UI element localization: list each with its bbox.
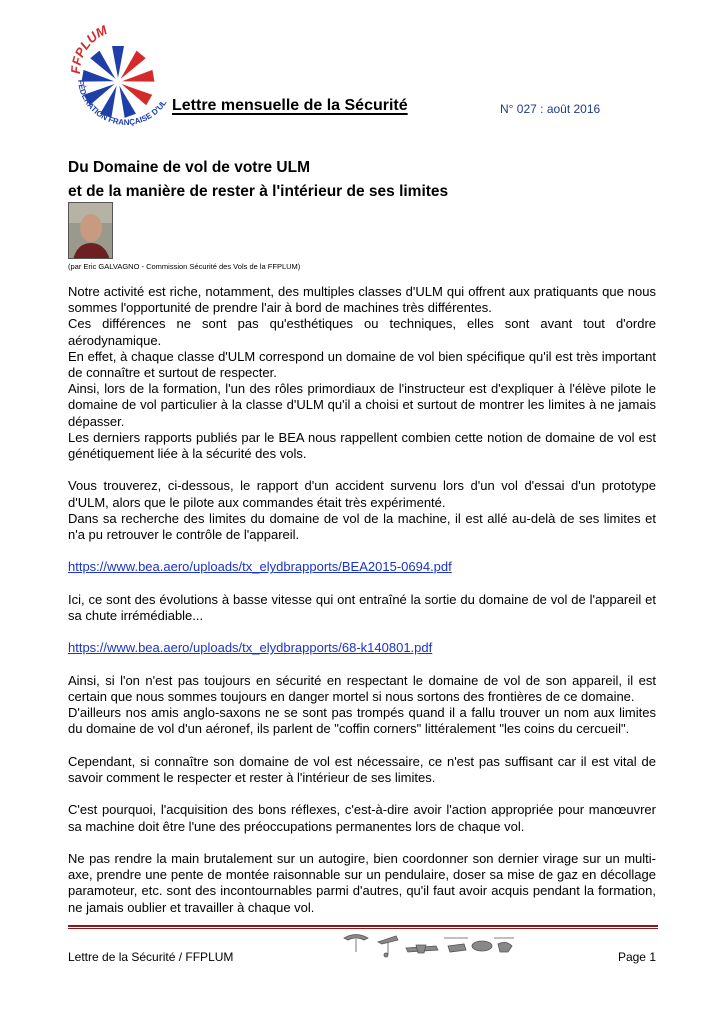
footer-publication: Lettre de la Sécurité / FFPLUM — [68, 950, 234, 964]
ffplum-logo — [70, 22, 180, 142]
paragraph: Dans sa recherche des limites du domaine de vol de la machine, il est allé au-delà de ses limites et n'a pu retrouver le contrôle de l'appareil. — [68, 510, 656, 543]
page-number: Page 1 — [617, 950, 656, 964]
newsletter-title: Lettre mensuelle de la Sécurité — [172, 97, 408, 114]
logo-arc-text: FÉDÉRATION FRANÇAISE D'UL — [75, 79, 169, 127]
airship-icon — [472, 941, 492, 951]
paragraph: Ainsi, si l'on n'est pas toujours en sécurité en respectant le domaine de vol de son appareil, il est certain que nous sommes toujours en danger mortel si nous sortons des frontières de ce domaine. — [68, 672, 656, 704]
paragraph: D'ailleurs nos amis anglo-saxons ne se sont pas trompés quand il a fallu trouver un nom aux limites du domaine de vol d'un aéronef, ils parlent de "coffin corners" littéralement "les coins du cercueil". — [68, 705, 656, 737]
article-title — [68, 156, 448, 204]
pendulum-trike-icon — [378, 936, 398, 957]
paragraph: Notre activité est riche, notamment, des multiples classes d'ULM qui offrent aux pratiquants que nous sommes l'opportunité de prendre l'air à bord de machines très différentes. — [68, 284, 656, 316]
footer-divider — [68, 925, 658, 929]
paragraph: Les derniers rapports publiés par le BEA nous rappellent combien cette notion de domaine de vol est génétiquement liée à la sécurité des vols. — [68, 429, 656, 462]
paragraph: Ainsi, lors de la formation, l'un des rôles primordiaux de l'instructeur est d'expliquer à l'élève pilote le domaine de vol particulier à la classe d'ULM qu'il a choisi et surtout de montrer les limites à ne jamais dépasser. — [68, 381, 656, 429]
bea-report-link-1[interactable]: https://www.bea.aero/uploads/tx_elydbrapports/BEA2015-0694.pdf — [68, 559, 452, 575]
aircraft-class-icons — [340, 932, 515, 960]
paragraph: Vous trouverez, ci-dessous, le rapport d'un accident survenu lors d'un vol d'essai d'un prototype d'ULM, alors que le pilote aux commandes était très expérimenté. — [68, 478, 656, 510]
helicopter-icon — [494, 938, 514, 952]
logo-top-text: FPLUM — [70, 22, 110, 67]
paragraph: Cependant, si connaître son domaine de vol est nécessaire, ce n'est pas suffisant car il est vital de savoir comment le respecter et rester à l'intérieur de ses limites. — [68, 753, 656, 785]
paragraph: Ne pas rendre la main brutalement sur un autogire, bien coordonner son dernier virage sur un multi-axe, prendre une pente de montée raisonnable sur un pendulaire, doser sa mise de gaz en décollage paramoteur, etc. sont des incontournables parmi d'autres, qu'il faut avoir acquis pendant la formation, ne jamais oublier et travailler à chaque vol. — [68, 850, 656, 915]
author-credit: (par Eric GALVAGNO - Commission Sécurité des Vols de la FFPLUM) — [68, 262, 301, 271]
issue-number: N° 027 : août 2016 — [500, 102, 601, 116]
article-title-line1: Du Domaine de vol de votre ULM — [68, 159, 311, 176]
multiaxis-icon — [406, 945, 438, 953]
paragraph: C'est pourquoi, l'acquisition des bons réflexes, c'est-à-dire avoir l'action appropriée pour manœuvrer sa machine doit être l'une des préoccupations permanentes lors de chaque vol. — [68, 802, 656, 834]
article-body — [68, 284, 656, 932]
bea-report-link-2[interactable]: https://www.bea.aero/uploads/tx_elydbrapports/68-k140801.pdf — [68, 640, 433, 656]
paragraph: Ici, ce sont des évolutions à basse vitesse qui ont entraîné la sortie du domaine de vol de l'appareil et sa chute irrémédiable... — [68, 591, 656, 624]
autogyro-icon — [444, 938, 468, 952]
paragraph: En effet, à chaque classe d'ULM correspond un domaine de vol bien spécifique qu'il est très important de connaître et surtout de respecter. — [68, 348, 656, 381]
author-photo — [68, 202, 113, 259]
paragraph: Ces différences ne sont pas qu'esthétiques ou techniques, elles sont avant tout d'ordre aérodynamique. — [68, 316, 656, 348]
article-title-line2: et de la manière de rester à l'intérieur de ses limites — [68, 183, 449, 200]
